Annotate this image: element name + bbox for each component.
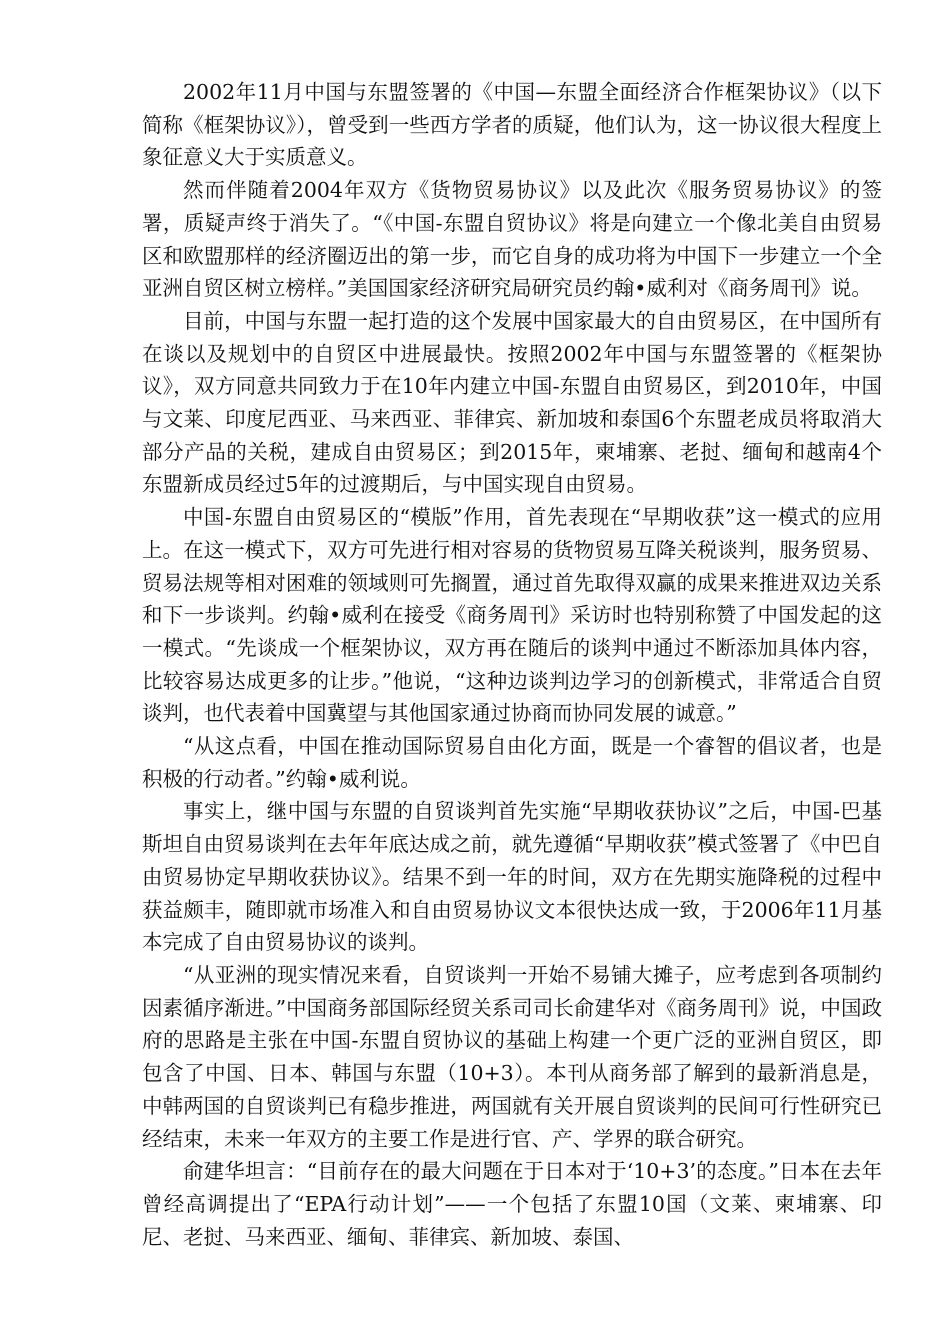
paragraph: 事实上，继中国与东盟的自贸谈判首先实施“早期收获协议”之后，中国-巴基斯坦自由贸易谈判在去年年底达成之前，就先遵循“早期收获”模式签署了《中巴自由贸易协定早期收获协议》。结果不到一年的时间，双方在先期实施降税的过程中获益颇丰，随即就市场准入和自由贸易协议文本很快达成一致，于2006年11月基本完成了自由贸易协议的谈判。 (142, 799, 882, 955)
paragraph: “从亚洲的现实情况来看，自贸谈判一开始不易铺大摊子，应考虑到各项制约因素循序渐进。”中国商务部国际经贸关系司司长俞建华对《商务周刊》说，中国政府的思路是主张在中国-东盟自贸协议的基础上构建一个更广泛的亚洲自贸区，即包含了中国、日本、韩国与东盟（10+3）。本刊从商务部了解到的最新消息是，中韩两国的自贸谈判已有稳步推进，两国就有关开展自贸谈判的民间可行性研究已经结束，未来一年双方的主要工作是进行官、产、学界的联合研究。 (142, 962, 882, 1151)
paragraph: 目前，中国与东盟一起打造的这个发展中国家最大的自由贸易区，在中国所有在谈以及规划中的自贸区中进展最快。按照2002年中国与东盟签署的《框架协议》，双方同意共同致力于在10年内建立中国-东盟自由贸易区，到2010年，中国与文莱、印度尼西亚、马来西亚、菲律宾、新加坡和泰国6个东盟老成员将取消大部分产品的关税，建成自由贸易区；到2015年，柬埔寨、老挝、缅甸和越南4个东盟新成员经过5年的过渡期后，与中国实现自由贸易。 (142, 308, 882, 497)
paragraph: 然而伴随着2004年双方《货物贸易协议》以及此次《服务贸易协议》的签署，质疑声终于消失了。“《中国-东盟自贸协议》将是向建立一个像北美自由贸易区和欧盟那样的经济圈迈出的第一步，而它自身的成功将为中国下一步建立一个全亚洲自贸区树立榜样。”美国国家经济研究局研究员约翰•威利对《商务周刊》说。 (142, 178, 882, 301)
paragraph: 俞建华坦言：“目前存在的最大问题在于日本对于‘10+3’的态度。”日本在去年曾经高调提出了“EPA行动计划”——一个包括了东盟10国（文莱、柬埔寨、印尼、老挝、马来西亚、缅甸、菲律宾、新加坡、泰国、 (142, 1159, 882, 1249)
paragraph: 2002年11月中国与东盟签署的《中国—东盟全面经济合作框架协议》（以下简称《框架协议》），曾受到一些西方学者的质疑，他们认为，这一协议很大程度上象征意义大于实质意义。 (142, 80, 882, 170)
paragraph: “从这点看，中国在推动国际贸易自由化方面，既是一个睿智的倡议者，也是积极的行动者。”约翰•威利说。 (142, 734, 882, 791)
article-body (142, 76, 882, 1253)
paragraph: 中国-东盟自由贸易区的“模版”作用，首先表现在“早期收获”这一模式的应用上。在这一模式下，双方可先进行相对容易的货物贸易互降关税谈判，服务贸易、贸易法规等相对困难的领域则可先搁置，通过首先取得双赢的成果来推进双边关系和下一步谈判。约翰•威利在接受《商务周刊》采访时也特别称赞了中国发起的这一模式。“先谈成一个框架协议，双方再在随后的谈判中通过不断添加具体内容，比较容易达成更多的让步。”他说，“这种边谈判边学习的创新模式，非常适合自贸谈判，也代表着中国冀望与其他国家通过协商而协同发展的诚意。” (142, 505, 882, 726)
